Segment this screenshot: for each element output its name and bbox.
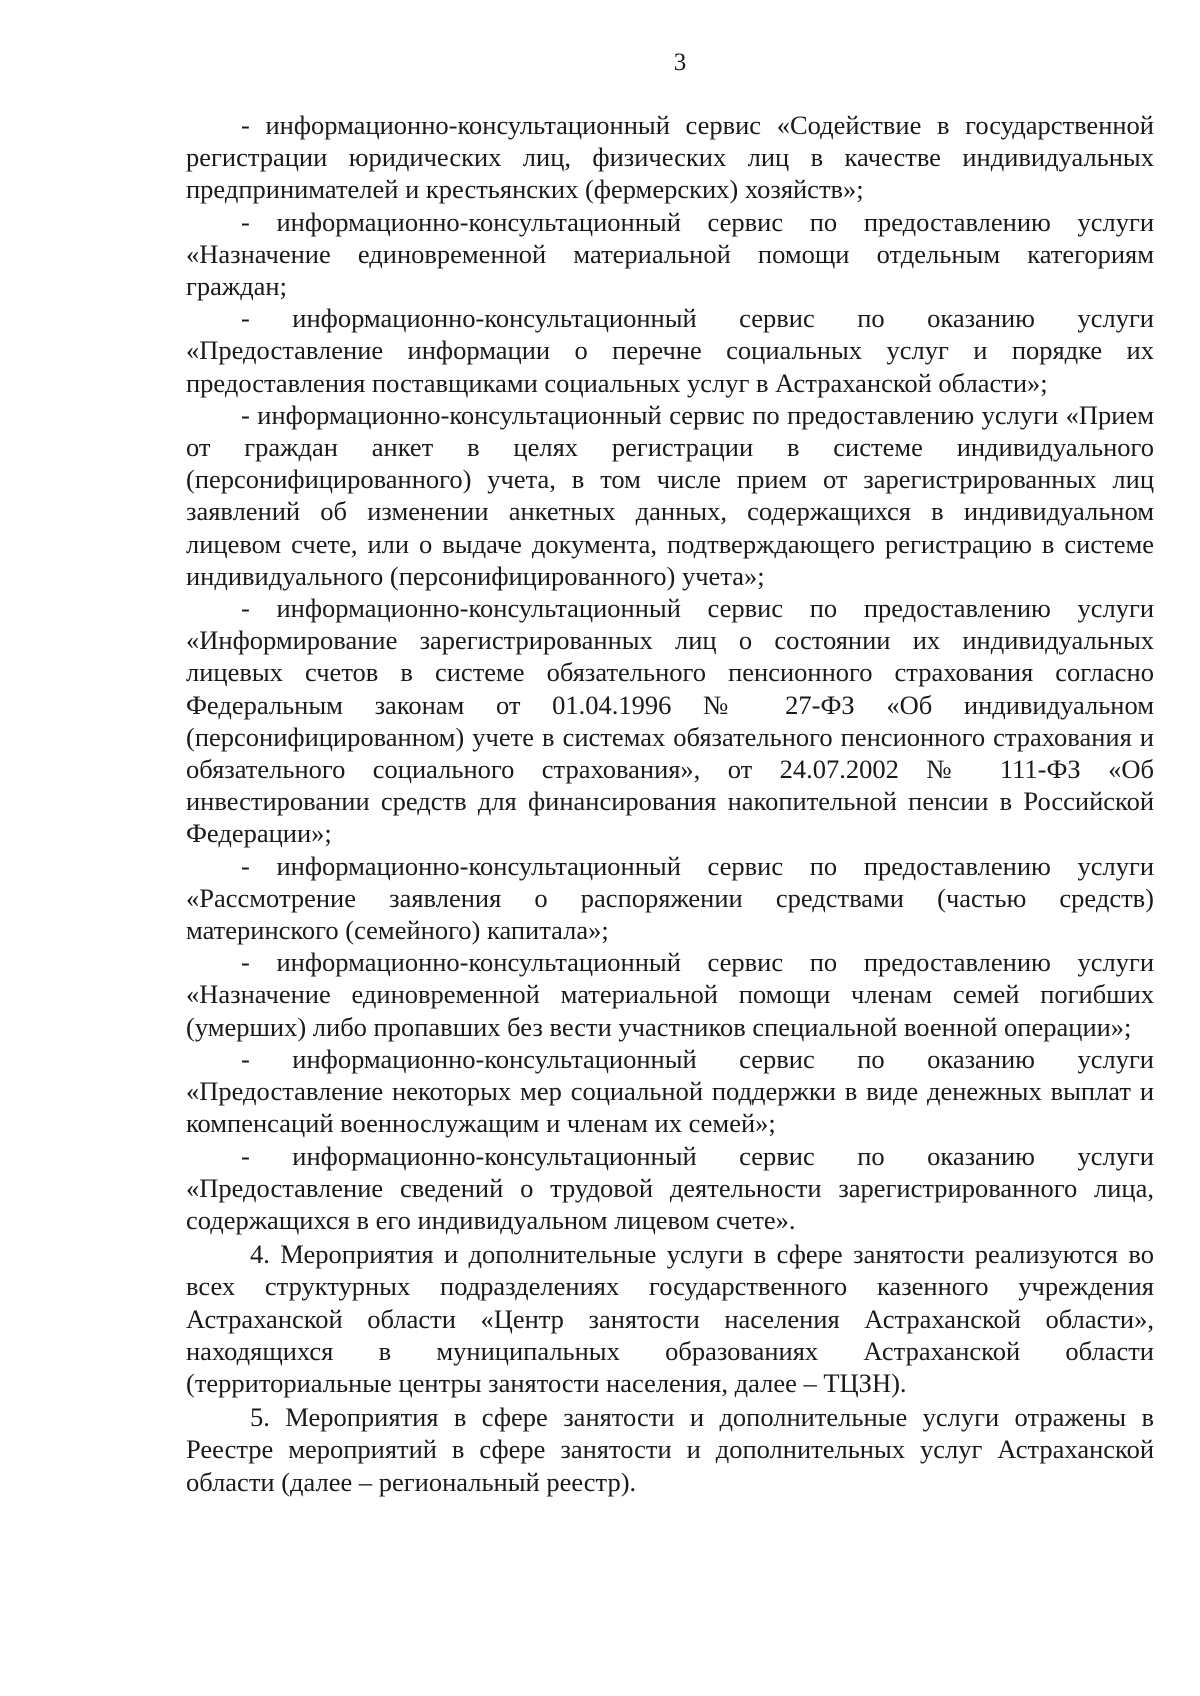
- service-list-item: - информационно-консультационный сервис по предоставлению услуги «Прием от граждан анкет в целях регистрации в системе индивидуального (персонифицированного) учета, в том числе прием от зарегистрированных лиц заявлений об изменении анкетных данных, содержащихся в индивидуальном лицевом счете, или о выдаче документа, подтверждающего регистрацию в системе индивидуального (персонифицированного) учета»;: [186, 399, 1154, 591]
- service-list-item: - информационно-консультационный сервис «Содействие в государственной регистрации юридических лиц, физических лиц в качестве индивидуальных предпринимателей и крестьянских (фермерских) хозяйств»;: [186, 110, 1154, 205]
- document-body: [186, 109, 1154, 1498]
- numbered-paragraph-5: 5. Мероприятия в сфере занятости и дополнительные услуги отражены в Реестре мероприятий в сфере занятости и дополнительных услуг Астраханской области (далее – региональный реестр).: [186, 1402, 1154, 1497]
- service-list-item: - информационно-консультационный сервис по предоставлению услуги «Назначение единовременной материальной помощи отдельным категориям граждан;: [186, 206, 1154, 302]
- service-list-item: - информационно-консультационный сервис по предоставлению услуги «Рассмотрение заявления о распоряжении средствами (частью средств) материнского (семейного) капитала»;: [186, 850, 1154, 946]
- page-number: 3: [673, 49, 687, 76]
- numbered-paragraph-4: 4. Мероприятия и дополнительные услуги в сфере занятости реализуются во всех структурных подразделениях государственного казенного учреждения Астраханской области «Центр занятости населения Астраханской области», находящихся в муниципальных образованиях Астраханской области (территориальные центры занятости населения, далее – ТЦЗН).: [186, 1239, 1154, 1398]
- service-list-item: - информационно-консультационный сервис по оказанию услуги «Предоставление информации о перечне социальных услуг и порядке их предоставления поставщиками социальных услуг в Астраханской области»;: [186, 303, 1154, 398]
- service-list-item: - информационно-консультационный сервис по предоставлению услуги «Назначение единовременной материальной помощи членам семей погибших (умерших) либо пропавших без вести участников специальной военной операции»;: [186, 947, 1154, 1042]
- service-list-item: - информационно-консультационный сервис по оказанию услуги «Предоставление некоторых мер социальной поддержки в виде денежных выплат и компенсаций военнослужащим и членам их семей»;: [186, 1043, 1154, 1139]
- service-list-item: - информационно-консультационный сервис по оказанию услуги «Предоставление сведений о трудовой деятельности зарегистрированного лица, содержащихся в его индивидуальном лицевом счете».: [186, 1140, 1154, 1235]
- service-list-item: - информационно-консультационный сервис по предоставлению услуги «Информирование зарегистрированных лиц о состоянии их индивидуальных лицевых счетов в системе обязательного пенсионного страхования согласно Федеральным законам от 01.04.1996 № 27-ФЗ «Об индивидуальном (персонифицированном) учете в системах обязательного пенсионного страхования и обязательного социального страхования», от 24.07.2002 № 111-ФЗ «Об инвестировании средств для финансирования накопительной пенсии в Российской Федерации»;: [186, 593, 1154, 849]
